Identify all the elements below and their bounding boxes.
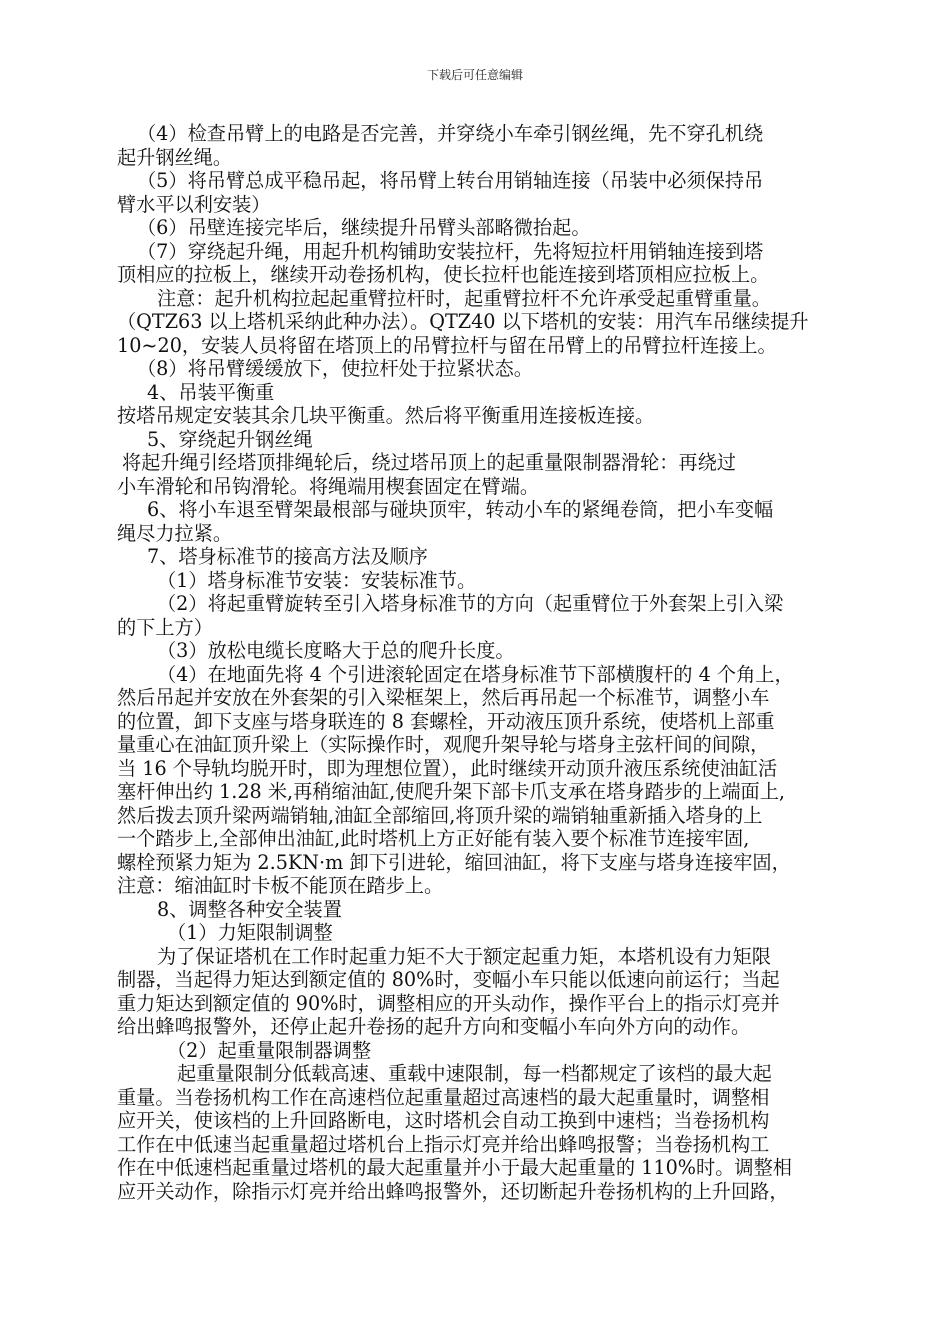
text-line: 注意：缩油缸时卡板不能顶在踏步上。 [117,874,444,897]
text-line: （6）吊壁连接完毕后，继续提升吊臂头部略微抬起。 [137,216,591,239]
text-line: 应开关，使该档的上升回路断电，这时塔机会自动工换到中速档；当卷扬机构 [117,1109,770,1132]
text-line: 应开关动作，除指示灯亮并给出蜂鸣报警外，还切断起升卷扬机构的上升回路， [117,1179,789,1203]
text-line: 按塔吊规定安装其余几块平衡重。然后将平衡重用连接板连接。 [117,404,655,427]
text-line: 注意：起升机构拉起起重臂拉杆时，起重臂拉杆不允许承受起重臂重量。 [157,286,771,310]
text-line: 然后吊起并安放在外套架的引入梁框架上，然后再吊起一个标准节，调整小车 [117,686,770,709]
text-line: 为了保证塔机在工作时起重力矩不大于额定起重力矩，本塔机设有力矩限 [157,944,771,968]
text-line: 给出蜂鸣报警外，还停止起升卷扬的起升方向和变幅小车向外方向的动作。 [117,1015,751,1038]
text-line: 的位置，卸下支座与塔身联连的 8 套螺栓，开动液压顶升系统，使塔机上部重 [117,709,775,733]
text-line: 6、将小车退至臂架最根部与碰块顶牢，转动小车的紧绳卷筒，把小车变幅 [147,498,774,521]
text-line: （4）在地面先将 4 个引进滚轮固定在塔身标准节下部横腹杆的 4 个角上， [157,662,794,686]
text-line: （1）力矩限制调整 [167,921,333,944]
text-line: 工作在中低速当起重量超过塔机台上指示灯亮并给出蜂鸣报警；当卷扬机构工 [117,1132,770,1156]
document-body [117,122,887,1203]
text-line: 臂水平以利安装） [117,192,271,216]
text-line: （2）将起重臂旋转至引入塔身标准节的方向（起重臂位于外套架上引入梁 [157,592,784,615]
text-line: 螺栓预紧力矩为 2.5KN·m 卸下引进轮，缩回油缸，将下支座与塔身连接牢固， [117,850,791,874]
text-line: （5）将吊臂总成平稳吊起，将吊臂上转台用销轴连接（吊装中必须保持吊 [137,169,764,192]
text-line: （7）穿绕起升绳，用起升机构铺助安装拉杆，先将短拉杆用销轴连接到塔 [137,239,764,263]
text-line: 量重心在油缸顶升梁上（实际操作时，观爬升架导轮与塔身主弦杆间的间隙， [117,733,770,756]
text-line: 重力矩达到额定值的 90%时，调整相应的开头动作，操作平台上的指示灯亮并 [117,991,780,1015]
text-line: 塞杆伸出约 1.28 米,再稍缩油缸,使爬升架下部卡爪支承在塔身踏步的上端面上, [117,780,786,803]
text-line: 然后拨去顶升梁两端销轴,油缸全部缩回,将顶升梁的端销轴重新插入塔身的上 [117,803,763,827]
text-line: （2）起重量限制器调整 [167,1038,372,1062]
text-line: 起升钢丝绳。 [117,145,233,169]
text-line: 5、穿绕起升钢丝绳 [147,427,313,451]
text-line: （QTZ63 以上塔机采纳此种办法）。QTZ40 以下塔机的安装：用汽车吊继续提升 [117,310,809,333]
text-line: 绳尽力拉紧。 [117,521,233,545]
text-line: 的下上方） [117,615,213,639]
text-line: 起重量限制分低载高速、重载中速限制，每一档都规定了该档的最大起 [177,1062,772,1085]
text-line: 10~20，安装人员将留在塔顶上的吊臂拉杆与留在吊臂上的吊臂拉杆连接上。 [117,333,777,357]
text-line: 小车滑轮和吊钩滑轮。将绳端用楔套固定在臂端。 [117,474,540,498]
text-line: 将起升绳引经塔顶排绳轮后，绕过塔吊顶上的起重量限制器滑轮：再绕过 [122,451,736,474]
text-line: 顶相应的拉板上，继续开动卷扬机构，使长拉杆也能连接到塔顶相应拉板上。 [117,263,770,286]
text-line: 8、调整各种安全装置 [157,897,342,921]
text-line: 4、吊装平衡重 [147,380,275,404]
text-line: 7、塔身标准节的接高方法及顺序 [147,545,428,568]
text-line: （1）塔身标准节安装：安装标准节。 [157,568,477,592]
page-header: 下载后可任意编辑 [426,68,523,82]
text-line: 当 16 个导轨均脱开时，即为理想位置），此时继续开动顶升液压系统使油缸活 [117,756,778,780]
text-line: 一个踏步上,全部伸出油缸,此时塔机上方正好能有装入要个标准节连接牢固, [117,827,750,850]
text-line: 重量。当卷扬机构工作在高速档位起重量超过高速档的最大起重量时，调整相 [117,1085,770,1109]
text-line: 制器，当起得力矩达到额定值的 80%时，变幅小车只能以低速向前运行；当起 [117,968,780,991]
text-line: 作在中低速档起重量过塔机的最大起重量并小于最大起重量的 110%时。调整相 [117,1156,792,1179]
text-line: （4）检查吊臂上的电路是否完善，并穿绕小车牵引钢丝绳，先不穿孔机绕 [137,122,764,145]
text-line: （3）放松电缆长度略大于总的爬升长度。 [157,639,515,662]
text-line: （8）将吊臂缓缓放下，使拉杆处于拉紧状态。 [137,357,533,380]
